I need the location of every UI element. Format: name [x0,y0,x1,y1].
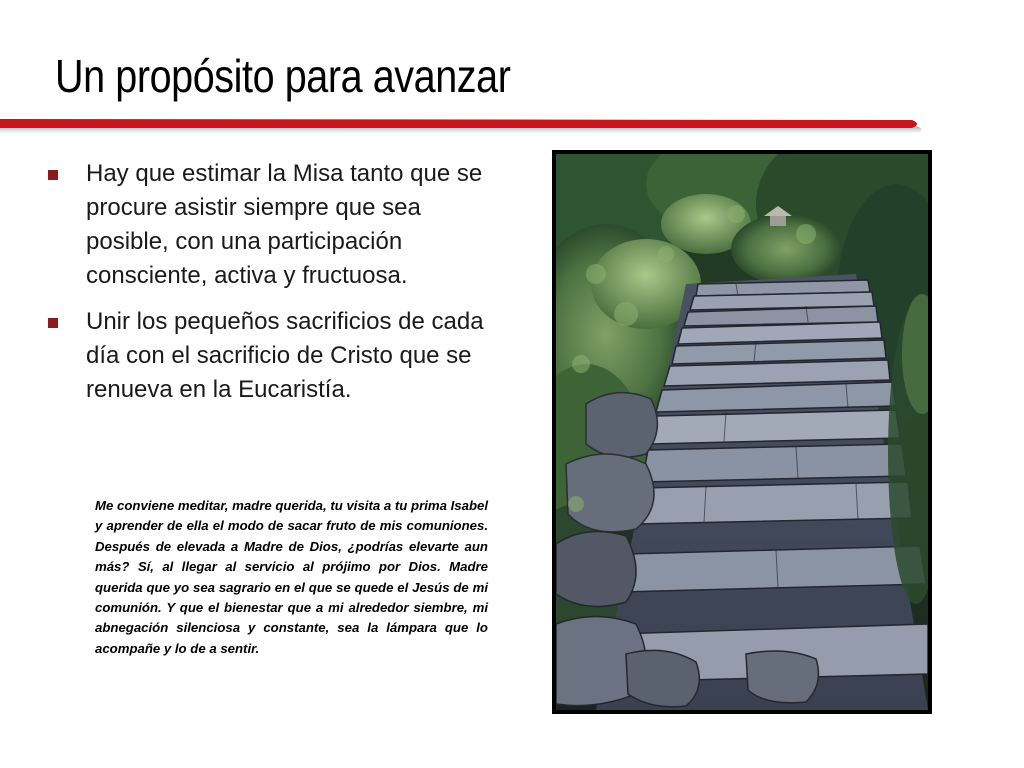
meditation-text: Me conviene meditar, madre querida, tu visita a tu prima Isabel y aprender de ella el modo de sacar fruto de mis comuniones. Después de elevada a Madre de Dios, ¿podrías elevarte aun más? Sí, al llegar al servicio al prójimo por Dios. Madre querida que yo sea sagrario en el que se quede el Jesús de mi comunión. Y que el bienestar que a mi alrededor siembre, mi abnegación silenciosa y constante, sea la lámpara que lo acompañe y lo de a sentir. [95,498,488,656]
square-bullet-icon [48,170,58,180]
bullet-item [46,305,496,407]
bullet-text: Unir los pequeños sacrificios de cada día con el sacrificio de Cristo que se renueva en la Eucaristía. [86,308,484,403]
bullet-text: Hay que estimar la Misa tanto que se procure asistir siempre que sea posible, con una participación consciente, activa y fructuosa. [86,160,483,289]
title-divider [0,116,1024,140]
bullet-list [46,157,496,419]
square-bullet-icon [48,318,58,328]
slide-title: Un propósito para avanzar [55,50,511,102]
stone-stairway-photo [552,150,932,714]
stone-stairway-image [556,154,928,710]
bullet-item [46,157,496,293]
